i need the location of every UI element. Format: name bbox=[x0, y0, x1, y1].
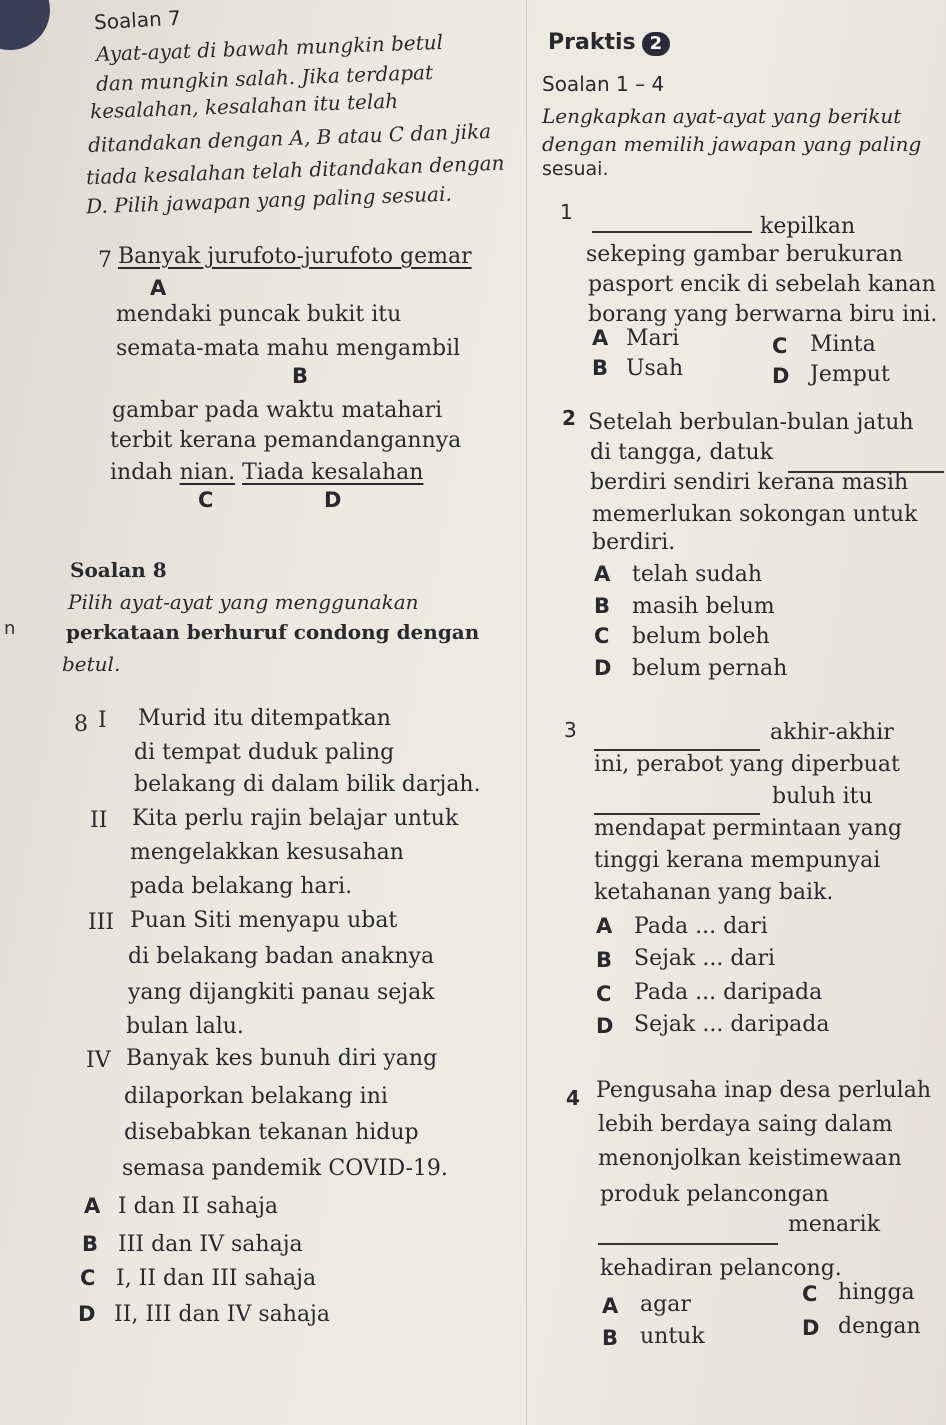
q7-line2: mendaki puncak bukit itu bbox=[116, 302, 402, 327]
q1-line: kepilkan bbox=[760, 214, 856, 239]
q1-option-letter[interactable]: A bbox=[592, 326, 609, 350]
q8-option-text[interactable]: II, III dan IV sahaja bbox=[114, 1302, 330, 1327]
q8-option-letter[interactable]: C bbox=[80, 1266, 96, 1290]
q7-instr-line: D. Pilih jawapan yang paling sesuai. bbox=[85, 181, 453, 219]
q8-item-line: pada belakang hari. bbox=[130, 874, 353, 899]
column-divider bbox=[526, 0, 527, 1425]
q8-item-roman: IV bbox=[86, 1048, 111, 1073]
q8-item-line: mengelakkan kesusahan bbox=[130, 840, 404, 865]
q7-underlined-a: Banyak jurufoto-jurufoto gemar bbox=[118, 244, 472, 269]
q8-item-line: Kita perlu rajin belajar untuk bbox=[132, 806, 459, 831]
q3-line: ini, perabot yang diperbuat bbox=[594, 752, 900, 777]
q3-option-letter[interactable]: D bbox=[596, 1014, 614, 1038]
q8-option-letter[interactable]: B bbox=[82, 1232, 99, 1256]
q3-option-letter[interactable]: B bbox=[596, 948, 613, 972]
q3-line: tinggi kerana mempunyai bbox=[594, 848, 881, 873]
q3-number: 3 bbox=[564, 718, 577, 742]
q7-instr-line: ditandakan dengan A, B atau C dan jika bbox=[87, 118, 492, 158]
q8-option-text[interactable]: I, II dan III sahaja bbox=[116, 1266, 317, 1291]
q4-option-text[interactable]: dengan bbox=[838, 1314, 921, 1339]
q3-option-text[interactable]: Pada ... daripada bbox=[634, 980, 823, 1005]
q8-item-line: Murid itu ditempatkan bbox=[138, 706, 391, 731]
q2-option-text[interactable]: telah sudah bbox=[632, 562, 763, 587]
q3-option-text[interactable]: Sejak ... daripada bbox=[634, 1012, 830, 1037]
q4-blank[interactable] bbox=[598, 1226, 778, 1251]
praktis-title bbox=[548, 30, 670, 56]
q8-item-roman: I bbox=[98, 708, 107, 733]
q8-item-line: di belakang badan anaknya bbox=[128, 944, 435, 969]
q7-mark-a: A bbox=[150, 276, 167, 300]
q3-option-text[interactable]: Sejak ... dari bbox=[634, 946, 776, 971]
q1-option-letter[interactable]: D bbox=[772, 364, 790, 388]
q4-line: lebih berdaya saing dalam bbox=[598, 1112, 893, 1137]
q8-instr-line: betul. bbox=[62, 652, 121, 676]
q2-line: berdiri sendiri kerana masih bbox=[590, 470, 909, 495]
q8-option-letter[interactable]: A bbox=[84, 1194, 101, 1218]
q3-line: ketahanan yang baik. bbox=[594, 880, 834, 905]
q8-item-line: disebabkan tekanan hidup bbox=[124, 1120, 419, 1145]
q4-line: menarik bbox=[788, 1212, 881, 1237]
q7-mark-d: D bbox=[324, 488, 342, 512]
q8-number: 8 bbox=[74, 712, 88, 737]
instr-line: sesuai. bbox=[542, 158, 609, 180]
q3-option-letter[interactable]: C bbox=[596, 982, 612, 1006]
q3-option-letter[interactable]: A bbox=[596, 914, 613, 938]
q8-item-line: Puan Siti menyapu ubat bbox=[130, 908, 398, 933]
q7-instr-line: dan mungkin salah. Jika terdapat bbox=[95, 60, 434, 96]
q1-option-text[interactable]: Jemput bbox=[810, 362, 890, 387]
q1-line: pasport encik di sebelah kanan bbox=[588, 272, 936, 297]
corner-shadow bbox=[0, 0, 50, 50]
q3-line: buluh itu bbox=[772, 784, 873, 809]
q8-instr-line: Pilih ayat-ayat yang menggunakan bbox=[68, 590, 419, 614]
instr-line: Lengkapkan ayat-ayat yang berikut bbox=[542, 104, 902, 128]
praktis-badge: 2 bbox=[642, 32, 671, 56]
q2-option-text[interactable]: masih belum bbox=[632, 594, 775, 619]
q1-option-text[interactable]: Mari bbox=[626, 326, 680, 351]
q4-line: menonjolkan keistimewaan bbox=[598, 1146, 902, 1171]
q1-blank[interactable] bbox=[592, 214, 752, 239]
q8-item-line: di tempat duduk paling bbox=[134, 740, 395, 765]
q4-option-letter[interactable]: A bbox=[602, 1294, 619, 1318]
q4-option-text[interactable]: untuk bbox=[640, 1324, 705, 1349]
q2-option-letter[interactable]: A bbox=[594, 562, 611, 586]
q1-option-letter[interactable]: C bbox=[772, 334, 788, 358]
q8-item-roman: III bbox=[88, 910, 115, 935]
q3-line: akhir-akhir bbox=[770, 720, 894, 745]
q8-item-line: belakang di dalam bilik darjah. bbox=[134, 772, 481, 797]
edge-mark: n bbox=[4, 618, 16, 639]
q2-line: di tangga, datuk bbox=[590, 440, 774, 465]
q1-number: 1 bbox=[560, 200, 573, 224]
q2-number: 2 bbox=[562, 406, 576, 430]
q8-instr-line: perkataan berhuruf condong dengan bbox=[66, 620, 480, 644]
q2-option-text[interactable]: belum boleh bbox=[632, 624, 770, 649]
q7-line5: terbit kerana pemandangannya bbox=[110, 428, 462, 453]
q4-line: produk pelancongan bbox=[600, 1182, 829, 1207]
q2-option-letter[interactable]: C bbox=[594, 624, 610, 648]
q7-number: 7 bbox=[98, 248, 112, 273]
q4-option-letter[interactable]: C bbox=[802, 1282, 818, 1306]
q2-option-letter[interactable]: D bbox=[594, 656, 612, 680]
q1-option-text[interactable]: Minta bbox=[810, 332, 876, 357]
q7-mark-b: B bbox=[292, 364, 309, 388]
q7-line3: semata-mata mahu mengambil bbox=[116, 336, 461, 361]
q7-mark-c: C bbox=[198, 488, 214, 512]
q1-line: sekeping gambar berukuran bbox=[586, 242, 903, 267]
q7-instr-line: tiada kesalahan telah ditandakan dengan bbox=[85, 150, 505, 190]
q4-option-letter[interactable]: D bbox=[802, 1316, 820, 1340]
praktis-title-text: Praktis bbox=[548, 30, 636, 55]
q7-word-indah: indah bbox=[110, 460, 173, 485]
q2-option-letter[interactable]: B bbox=[594, 594, 611, 618]
q1-option-text[interactable]: Usah bbox=[626, 356, 684, 381]
q4-option-text[interactable]: agar bbox=[640, 1292, 691, 1317]
q7-underlined-d: Tiada kesalahan bbox=[242, 460, 424, 485]
q7-underlined-c: nian. bbox=[179, 460, 236, 485]
instr-line: dengan memilih jawapan yang paling bbox=[542, 132, 922, 156]
q8-option-letter[interactable]: D bbox=[78, 1302, 96, 1326]
q3-option-text[interactable]: Pada ... dari bbox=[634, 914, 768, 939]
q4-line: kehadiran pelancong. bbox=[600, 1256, 842, 1281]
q7-heading: Soalan 7 bbox=[93, 5, 182, 35]
q1-line: borang yang berwarna biru ini. bbox=[588, 302, 938, 327]
q8-item-line: semasa pandemik COVID-19. bbox=[122, 1156, 448, 1181]
q7-line1 bbox=[118, 244, 472, 269]
q7-line6 bbox=[110, 460, 423, 485]
q2-line: Setelah berbulan-bulan jatuh bbox=[588, 410, 914, 435]
q8-item-line: dilaporkan belakang ini bbox=[124, 1084, 388, 1109]
q8-item-roman: II bbox=[90, 808, 108, 833]
q2-option-text[interactable]: belum pernah bbox=[632, 656, 788, 681]
q8-item-line: Banyak kes bunuh diri yang bbox=[126, 1046, 438, 1071]
q8-heading: Soalan 8 bbox=[70, 558, 167, 582]
q8-option-text[interactable]: I dan II sahaja bbox=[118, 1194, 279, 1219]
q4-line: Pengusaha inap desa perlulah bbox=[596, 1078, 931, 1103]
q7-instr-line: Ayat-ayat di bawah mungkin betul bbox=[95, 29, 444, 67]
q2-line: memerlukan sokongan untuk bbox=[592, 502, 918, 527]
q8-item-line: yang dijangkiti panau sejak bbox=[128, 980, 435, 1005]
q1-option-letter[interactable]: B bbox=[592, 356, 609, 380]
q2-line: berdiri. bbox=[592, 530, 676, 555]
q8-item-line: bulan lalu. bbox=[126, 1014, 244, 1039]
q7-instr-line: kesalahan, kesalahan itu telah bbox=[89, 88, 399, 124]
q4-number: 4 bbox=[566, 1086, 580, 1110]
q8-option-text[interactable]: III dan IV sahaja bbox=[118, 1232, 303, 1257]
q4-option-letter[interactable]: B bbox=[602, 1326, 619, 1350]
q4-option-text[interactable]: hingga bbox=[838, 1280, 915, 1305]
subheading: Soalan 1 – 4 bbox=[542, 72, 665, 96]
q3-line: mendapat permintaan yang bbox=[594, 816, 902, 841]
q7-line4: gambar pada waktu matahari bbox=[112, 398, 443, 423]
